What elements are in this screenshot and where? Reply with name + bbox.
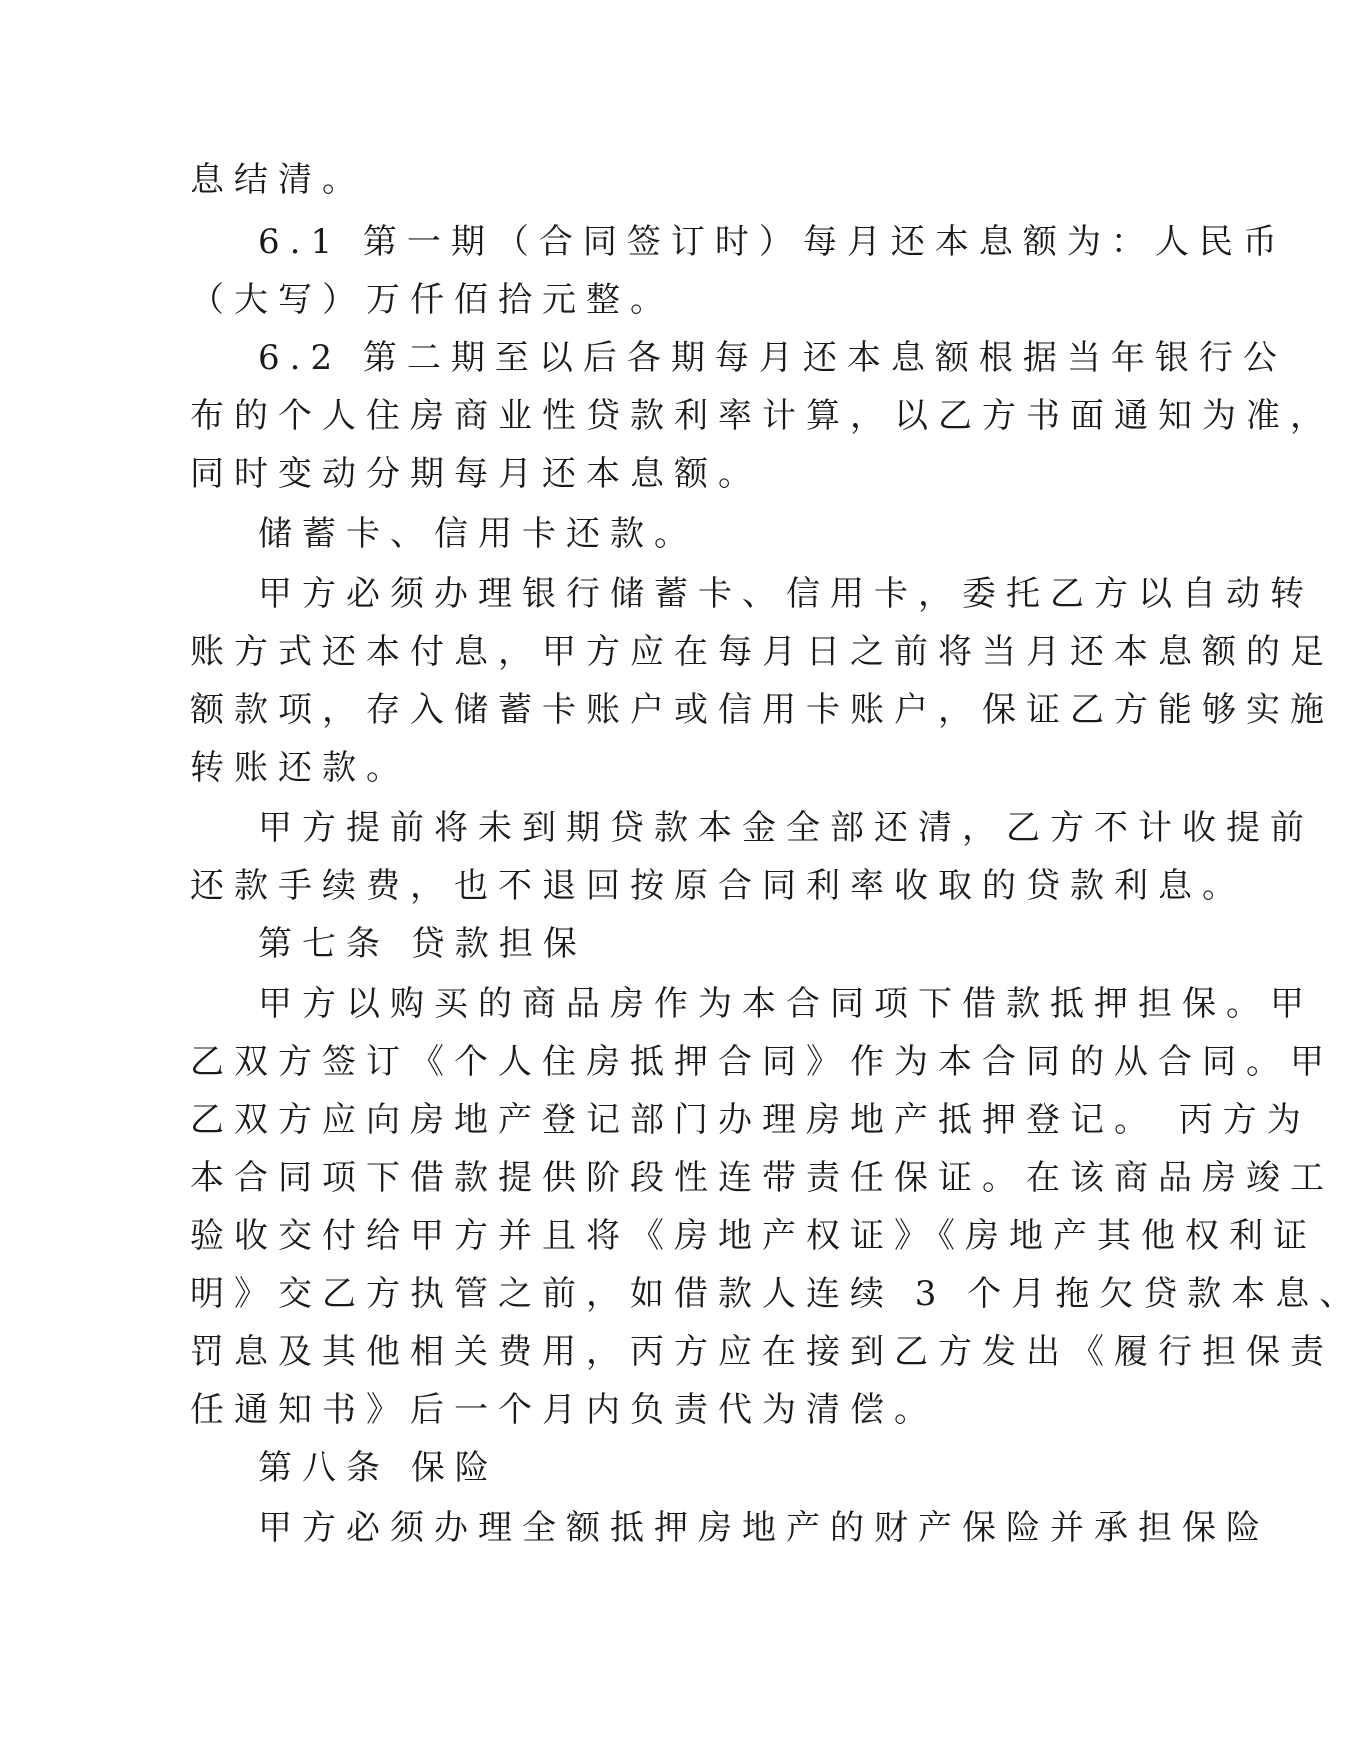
text-line: 布的个人住房商业性贷款利率计算，以乙方书面通知为准， [190, 396, 1334, 436]
text-line: 乙双方应向房地产登记部门办理房地产抵押登记。 丙方为 [190, 1100, 1311, 1140]
text-line: （大写）万仟佰拾元整。 [190, 280, 674, 320]
text-line: 储蓄卡、信用卡还款。 [258, 514, 698, 554]
text-line: 明》交乙方执管之前，如借款人连续 3 个月拖欠贷款本息、 [190, 1274, 1363, 1314]
text-line: 乙双方签订《个人住房抵押合同》作为本合同的从合同。甲 [190, 1042, 1334, 1082]
section-heading: 第七条 贷款担保 [258, 924, 587, 964]
text-line: 甲方必须办理银行储蓄卡、信用卡，委托乙方以自动转 [258, 574, 1314, 614]
text-line: 甲方提前将未到期贷款本金全部还清，乙方不计收提前 [258, 808, 1314, 848]
text-line: 账方式还本付息，甲方应在每月日之前将当月还本息额的足 [190, 632, 1334, 672]
text-line: 甲方以购买的商品房作为本合同项下借款抵押担保。甲 [258, 984, 1314, 1024]
text-line: 验收交付给甲方并且将《房地产权证》《房地产其他权利证 [190, 1216, 1317, 1256]
text-line: 同时变动分期每月还本息额。 [190, 454, 762, 494]
text-line: 本合同项下借款提供阶段性连带责任保证。在该商品房竣工 [190, 1158, 1334, 1198]
text-line: 6.2 第二期至以后各期每月还本息额根据当年银行公 [258, 338, 1287, 378]
text-line: 转账还款。 [190, 748, 410, 788]
text-line: 6.1 第一期（合同签订时）每月还本息额为：人民币 [258, 222, 1287, 262]
text-line: 息结清。 [190, 160, 366, 200]
text-line: 任通知书》后一个月内负责代为清偿。 [190, 1390, 938, 1430]
text-line: 额款项，存入储蓄卡账户或信用卡账户，保证乙方能够实施 [190, 690, 1334, 730]
text-line: 甲方必须办理全额抵押房地产的财产保险并承担保险 [258, 1508, 1270, 1548]
text-line: 还款手续费，也不退回按原合同利率收取的贷款利息。 [190, 866, 1246, 906]
text-line: 罚息及其他相关费用，丙方应在接到乙方发出《履行担保责 [190, 1332, 1334, 1372]
section-heading: 第八条 保险 [258, 1448, 499, 1488]
